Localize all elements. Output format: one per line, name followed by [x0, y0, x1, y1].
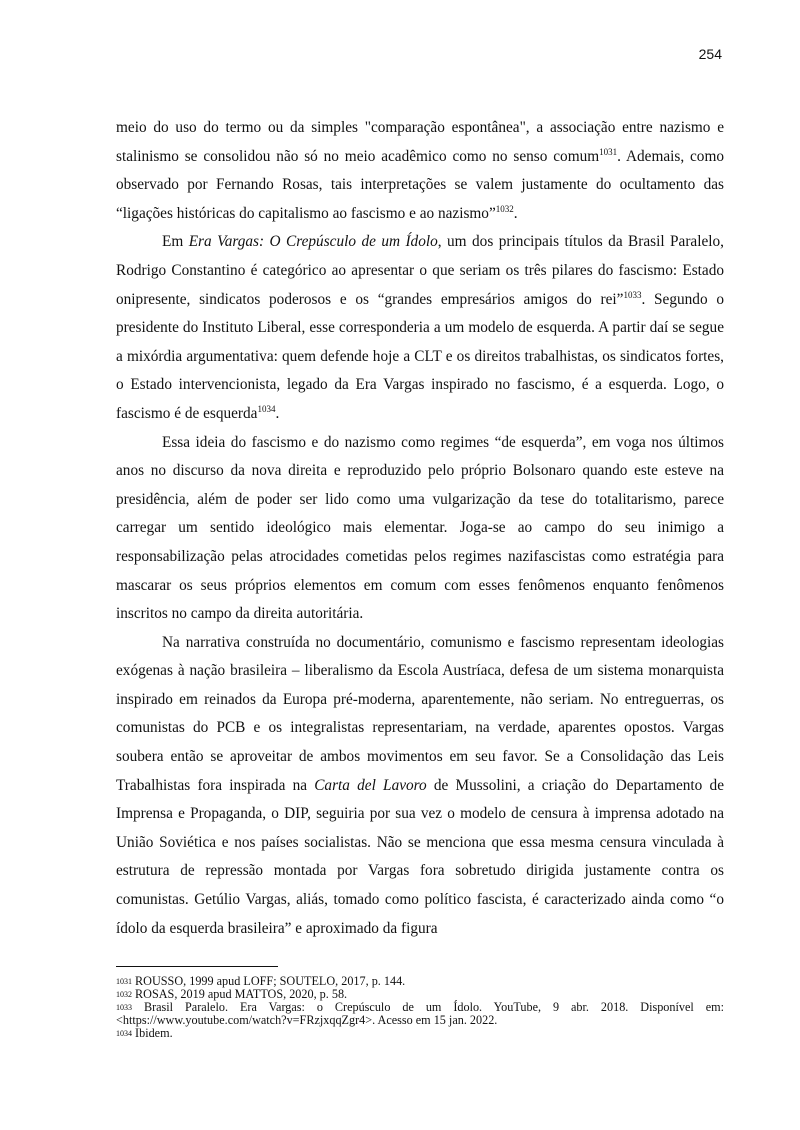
paragraph-2-text-2: , um dos principais títulos da Brasil Paralelo, Rodrigo Constantino é categórico ao apresentar o que seriam os três pilares do fascismo: Estado onipresente, sindicatos poderosos e os “grandes empresários amigos do rei” [116, 233, 724, 308]
footnote-ref-1031[interactable]: 1031 [599, 146, 618, 157]
footnote-1034 [116, 1027, 724, 1040]
paragraph-1-text-2: . Ademais, como observado por Fernando Rosas, tais interpretações se valem justamente do ocultamento das “ligações históricas do capitalismo ao fascismo e ao nazismo” [116, 147, 724, 222]
paragraph-2-text-3: . Segundo o presidente do Instituto Liberal, esse corresponderia a um modelo de esquerda. A partir daí se segue a mixórdia argumentativa: quem defende hoje a CLT e os direitos trabalhistas, os sindicatos fortes, o Estado intervencionista, legado da Era Vargas inspirado no fascismo, é a esquerda. Logo, o fascismo é de esquerda [116, 290, 725, 422]
carta-del-lavoro-title: Carta del Lavoro [314, 776, 427, 794]
footnote-ref-1033[interactable]: 1033 [623, 289, 642, 300]
footnote-1033 [116, 1001, 724, 1027]
page-number: 254 [698, 46, 722, 62]
paragraph-1 [116, 114, 724, 228]
footnote-divider [116, 966, 278, 967]
paragraph-2 [116, 228, 724, 428]
footnote-text: Ibidem. [135, 1026, 173, 1040]
footnote-text: ROSAS, 2019 apud MATTOS, 2020, p. 58. [135, 987, 348, 1001]
paragraph-2-text-4: . [275, 404, 280, 422]
footnote-text: Brasil Paralelo. Era Vargas: o Crepúsculo de um Ídolo. YouTube, 9 abr. 2018. Disponível em: <https://www.youtube.com/watch?v=FRzjxqqZgr4>. Acesso em 15 jan. 2022. [116, 1000, 724, 1027]
footnotes [116, 975, 724, 1040]
footnote-number: 1031 [116, 977, 132, 986]
paragraph-1-text-1: meio do uso do termo ou da simples "comparação espontânea", a associação entre nazismo e stalinismo se consolidou não só no meio acadêmico como no senso comum [116, 119, 724, 165]
paragraph-4 [116, 629, 724, 944]
paragraph-2-text-1: Em [162, 233, 189, 251]
paragraph-3: Essa ideia do fascismo e do nazismo como regimes “de esquerda”, em voga nos últimos anos no discurso da nova direita e reproduzido pelo próprio Bolsonaro quando este esteve na presidência, além de poder ser lido como uma vulgarização da tese do totalitarismo, parece carregar um sentido ideológico mais elementar. Joga-se ao campo do seu inimigo a responsabilização pelas atrocidades cometidas pelos regimes nazifascistas como estratégia para mascarar os seus próprios elementos em comum com esses fenômenos enquanto fenômenos inscritos no campo da direita autoritária. [116, 433, 724, 623]
footnote-text: ROUSSO, 1999 apud LOFF; SOUTELO, 2017, p. 144. [135, 974, 406, 988]
footnote-number: 1034 [116, 1029, 132, 1038]
paragraph-4-text-1: Na narrativa construída no documentário, comunismo e fascismo representam ideologias exógenas à nação brasileira – liberalismo da Escola Austríaca, defesa de um sistema monarquista inspirado em reinados da Europa pré-moderna, aparentemente, não seriam. No entreguerras, os comunistas do PCB e os integralistas representariam, na verdade, aparentes opostos. Vargas soubera então se aproveitar de ambos movimentos em seu favor. Se a Consolidação das Leis Trabalhistas fora inspirada na [116, 633, 724, 794]
footnote-ref-1032[interactable]: 1032 [495, 203, 514, 214]
paragraph-1-text-3: . [513, 204, 518, 222]
footnote-number: 1032 [116, 990, 132, 999]
body-text [116, 114, 724, 943]
film-title: Era Vargas: O Crepúsculo de um Ídolo [188, 233, 438, 251]
footnote-ref-1034[interactable]: 1034 [257, 403, 276, 414]
paragraph-4-text-2: de Mussolini, a criação do Departamento de Imprensa e Propaganda, o DIP, seguiria por sua vez o modelo de censura à imprensa adotado na União Soviética e nos países socialistas. Não se menciona que essa mesma censura vinculada à estrutura de repressão montada por Vargas fora sobretudo dirigida justamente contra os comunistas. Getúlio Vargas, aliás, tomado como político fascista, é caracterizado ainda como “o ídolo da esquerda brasileira” e aproximado da figura [116, 776, 724, 937]
footnote-number: 1033 [116, 1003, 132, 1012]
